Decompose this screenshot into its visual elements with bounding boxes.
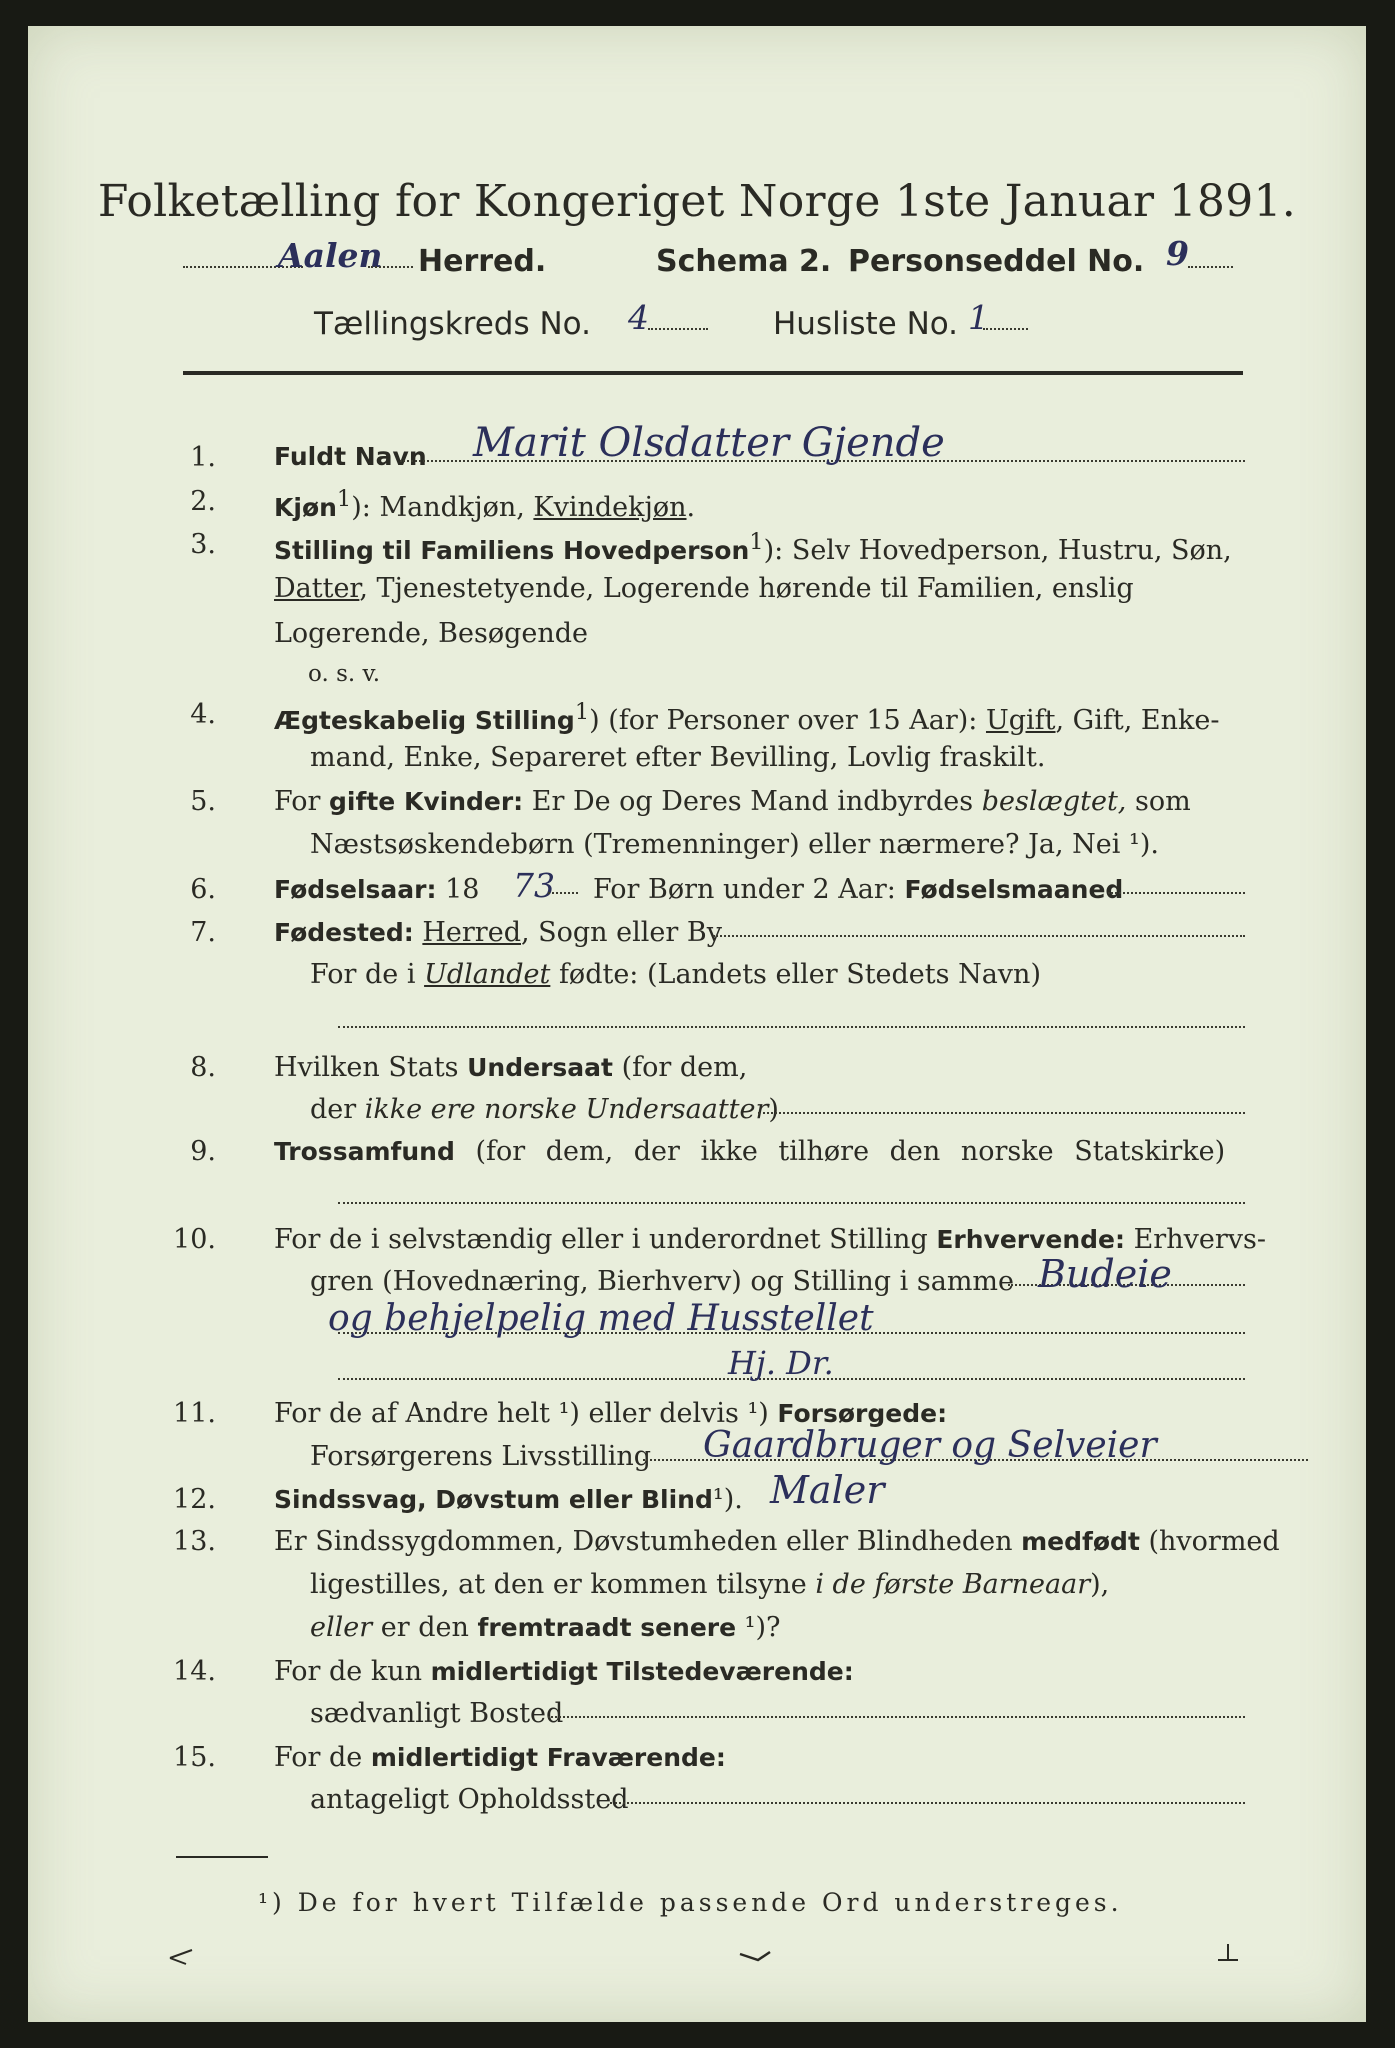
form-title: Folketælling for Kongeriget Norge 1ste Januar 1891.: [97, 176, 1297, 227]
q12-number: 12.: [173, 1484, 216, 1515]
q2-label: Kjøn: [274, 493, 337, 522]
q12-text: ¹).: [712, 1484, 743, 1515]
q10-value-line2: og behjelpelig med Husstellet: [328, 1298, 874, 1339]
q10-number: 10.: [173, 1224, 216, 1255]
q14-line2: sædvanligt Bosted: [310, 1698, 564, 1729]
q8-line2-b: ): [768, 1094, 779, 1125]
q13-label2: fremtraadt senere: [477, 1613, 737, 1642]
q5-italic: beslægtet,: [981, 786, 1127, 817]
q13-label: medfødt: [1021, 1527, 1140, 1556]
q8-text-end: (for dem,: [612, 1052, 748, 1083]
q7-number: 7.: [190, 917, 216, 948]
q8-number: 8.: [190, 1052, 216, 1083]
corner-mark-left: [168, 1946, 198, 1966]
q12-value: Maler: [770, 1468, 885, 1512]
q8-text: Hvilken Stats: [274, 1052, 468, 1083]
q3-number: 3.: [190, 529, 216, 560]
q13-line3-a: er den: [372, 1612, 478, 1643]
q11-label: Forsørgede:: [777, 1399, 948, 1428]
q3-label: Stilling til Familiens Hovedperson: [274, 536, 750, 565]
q4-selected-option: Ugift: [985, 705, 1056, 736]
q13-number: 13.: [173, 1526, 216, 1557]
q9-label: Trossamfund: [274, 1137, 455, 1166]
q7-line2-b: fødte: (Landets eller Stedets Navn): [550, 959, 1041, 990]
q14-text: For de kun: [274, 1656, 431, 1687]
q8-line2-italic: ikke ere norske Undersaatter: [364, 1094, 769, 1125]
q6-year-prefix: 18: [436, 874, 480, 905]
personseddel-value: 9: [1166, 234, 1189, 273]
q13-line3-italic: eller: [310, 1612, 373, 1643]
q11-value: Gaardbruger og Selveier: [703, 1425, 1157, 1466]
q5-line2: Næstsøskendebørn (Tremenninger) eller nærmere? Ja, Nei ¹).: [310, 829, 1159, 860]
q9-number: 9.: [190, 1136, 216, 1167]
census-form-sheet: [28, 26, 1366, 2022]
q15-text: For de: [274, 1742, 371, 1773]
q10-text: For de i selvstændig eller i underordnet Stilling: [274, 1224, 937, 1255]
q10-value-line3: Hj. Dr.: [728, 1344, 834, 1382]
footnote: ¹) De for hvert Tilfælde passende Ord understreges.: [258, 1888, 1123, 1917]
corner-mark-center: [738, 1946, 772, 1966]
footnote-rule: [176, 1856, 268, 1858]
q6-number: 6.: [190, 874, 216, 905]
q10-label: Erhvervende:: [936, 1225, 1126, 1254]
q7-selected-option: Herred: [422, 917, 521, 948]
schema-label: Schema 2.: [656, 244, 832, 279]
q4-text-end: , Gift, Enke-: [1055, 705, 1220, 736]
q5-label: gifte Kvinder:: [329, 787, 524, 816]
husliste-value: 1: [968, 298, 989, 337]
q4-number: 4.: [190, 699, 216, 730]
q11-number: 11.: [173, 1398, 216, 1429]
q12-label: Sindssvag, Døvstum eller Blind: [274, 1485, 713, 1514]
q11-line2: Forsørgerens Livsstilling: [310, 1441, 652, 1472]
q1-number: 1.: [190, 442, 216, 473]
q10-text-end: Erhvervs-: [1125, 1224, 1266, 1255]
personseddel-label: Personseddel No.: [848, 244, 1145, 279]
q6-year-value: 73: [513, 866, 555, 905]
q3-selected-option: Datter: [274, 573, 360, 604]
q3-line4: o. s. v.: [308, 661, 381, 687]
q7-answer-line: [338, 1026, 1245, 1028]
q14-number: 14.: [173, 1656, 216, 1687]
q7-label: Fødested:: [274, 918, 414, 947]
q15-line2: antageligt Opholdssted: [310, 1784, 629, 1815]
q8-line2-a: der: [310, 1094, 365, 1125]
q13-line2-a: ligestilles, at den er kommen tilsyne: [310, 1569, 816, 1600]
q2-text-end: .: [686, 492, 696, 523]
q3-text: ): Selv Hovedperson, Hustru, Søn,: [763, 535, 1232, 566]
q8-label: Undersaat: [467, 1053, 613, 1082]
q13-line2-italic: i de første Barneaar: [815, 1569, 1091, 1600]
q14-label: midlertidigt Tilstedeværende:: [430, 1657, 854, 1686]
q5-number: 5.: [190, 786, 216, 817]
q7-text: , Sogn eller By: [520, 917, 722, 948]
q5-text-end: som: [1126, 786, 1191, 817]
q9-answer-line: [338, 1202, 1245, 1204]
q4-text: ) (for Personer over 15 Aar):: [589, 705, 986, 736]
q11-text: For de af Andre helt ¹) eller delvis ¹): [274, 1398, 778, 1429]
q9-text: (for dem, der ikke tilhøre den norske Statskirke): [454, 1136, 1226, 1167]
q6-label2: Fødselsmaaned: [904, 875, 1124, 904]
q4-footnote-mark: 1: [574, 699, 590, 725]
header-rule: [183, 371, 1243, 375]
q2-number: 2.: [190, 486, 216, 517]
q13-line3-b: ¹)?: [736, 1612, 781, 1643]
q10-value-line1: Budeie: [1038, 1252, 1172, 1296]
q3-line3: Logerende, Besøgende: [274, 618, 588, 649]
q15-label: midlertidigt Fraværende:: [370, 1743, 726, 1772]
q13-text: Er Sindssygdommen, Døvstumheden eller Blindheden: [274, 1526, 1022, 1557]
q7-line2-a: For de i: [310, 959, 425, 990]
q4-label: Ægteskabelig Stilling: [274, 706, 575, 735]
q3-footnote-mark: 1: [749, 529, 764, 555]
husliste-label: Husliste No.: [773, 306, 959, 342]
q2-footnote-mark: 1: [336, 486, 352, 512]
q3-line2: , Tjenestetyende, Logerende hørende til Familien, enslig: [359, 573, 1134, 604]
q5-prefix: For: [274, 786, 330, 817]
kreds-value: 4: [628, 298, 649, 337]
q6-label: Fødselsaar:: [274, 875, 437, 904]
q2-selected-option: Kvindekjøn: [533, 492, 687, 523]
q13-line2-b: ),: [1090, 1569, 1110, 1600]
corner-mark-right: [1214, 1940, 1244, 1964]
q10-line2: gren (Hovednæring, Bierhverv) og Stilling i samme: [310, 1266, 1015, 1297]
q1-name-value: Marit Olsdatter Gjende: [473, 420, 945, 466]
herred-label: Herred.: [418, 244, 547, 279]
q13-text-end: (hvormed: [1139, 1526, 1280, 1557]
q7-line2-italic: Udlandet: [424, 959, 551, 990]
herred-value: Aalen: [278, 236, 383, 275]
q15-number: 15.: [173, 1742, 216, 1773]
q1-label: Fuldt Navn: [274, 442, 427, 471]
q5-text: Er De og Deres Mand indbyrdes: [523, 786, 982, 817]
q6-text: For Børn under 2 Aar:: [593, 874, 905, 905]
q4-line2: mand, Enke, Separeret efter Bevilling, Lovlig fraskilt.: [310, 742, 1046, 773]
kreds-label: Tællingskreds No.: [314, 306, 591, 342]
q2-text: ): Mandkjøn,: [351, 492, 534, 523]
